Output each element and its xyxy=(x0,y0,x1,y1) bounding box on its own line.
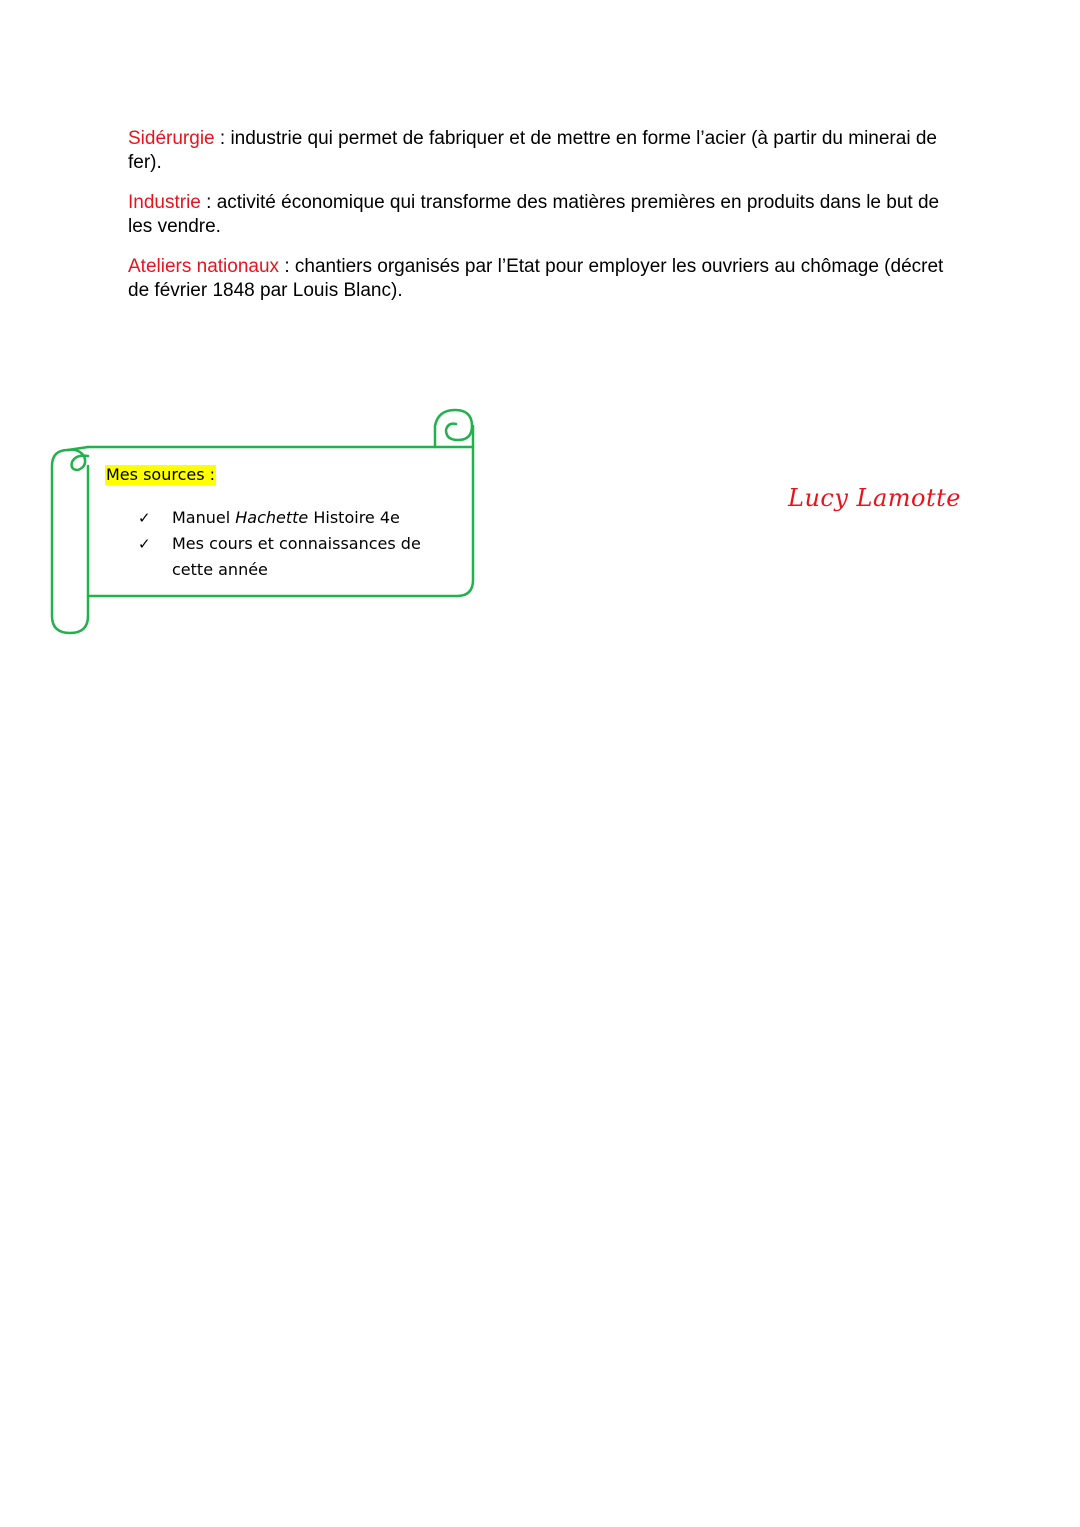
definition-text: : activité économique qui transforme des matières premières en produits dans le but de les vendre. xyxy=(128,192,940,237)
sources-list xyxy=(138,505,438,583)
definition-text: : chantiers organisés par l’Etat pour employer les ouvriers au chômage (décret de février 1848 par Louis Blanc). xyxy=(128,256,944,301)
definition-term: Industrie xyxy=(128,192,201,213)
sources-title: Mes sources : xyxy=(106,465,216,484)
definition-term: Ateliers nationaux xyxy=(128,256,280,277)
definitions xyxy=(128,127,963,319)
list-item xyxy=(138,531,438,583)
definition-siderurgie xyxy=(128,127,963,175)
source-text: Manuel Hachette Histoire 4e xyxy=(172,508,400,527)
list-item xyxy=(138,505,438,531)
definition-term: Sidérurgie xyxy=(128,128,215,149)
source-text: Mes cours et connaissances de cette année xyxy=(172,534,421,579)
definition-industrie xyxy=(128,191,963,239)
definition-ateliers-nationaux xyxy=(128,255,963,303)
definition-text: : industrie qui permet de fabriquer et de mettre en forme l’acier (à partir du minerai de fer). xyxy=(128,128,937,173)
signature: Lucy Lamotte xyxy=(788,484,961,512)
check-icon: ✓ xyxy=(138,535,151,553)
check-icon: ✓ xyxy=(138,509,151,527)
